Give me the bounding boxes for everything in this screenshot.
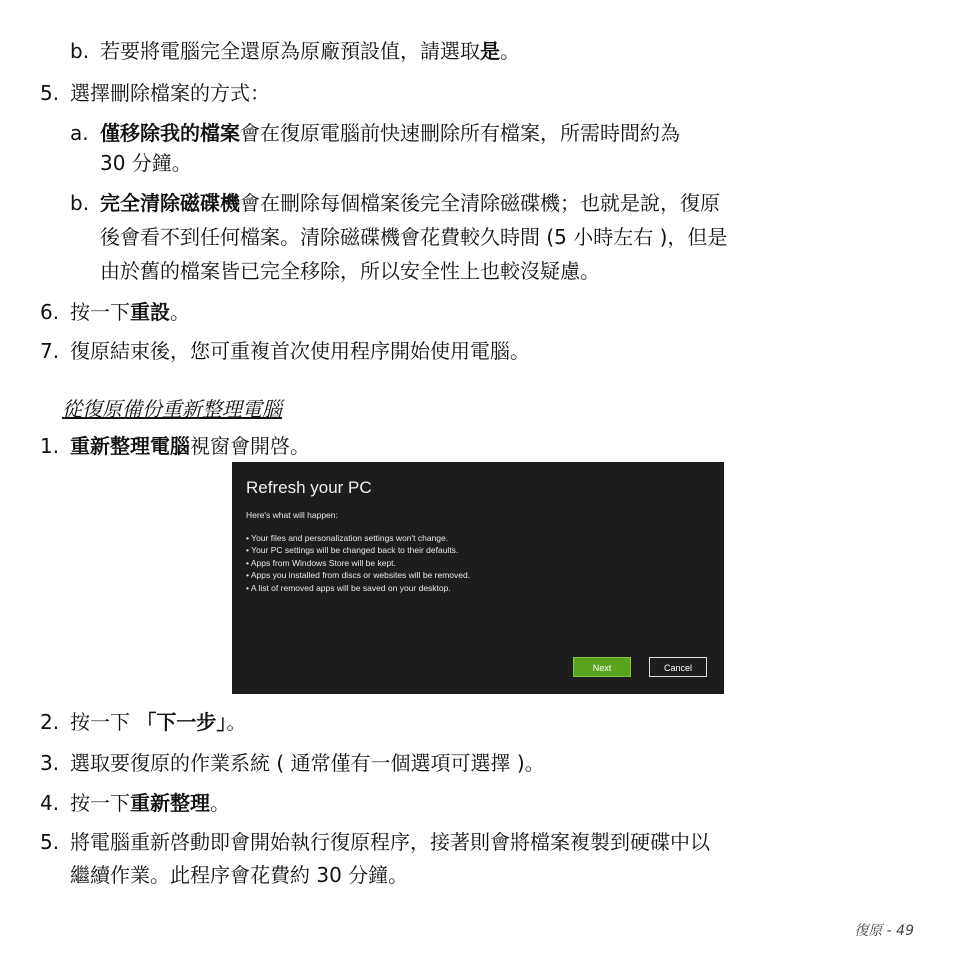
step-text: 選取要復原的作業系統 ( 通常僅有一個選項可選擇 )。 (70, 751, 545, 775)
step-tail: 。 (210, 791, 230, 815)
step-text: 會在復原電腦前快速刪除所有檔案，所需時間約為 (240, 121, 680, 145)
step-b2 (40, 709, 246, 735)
list-marker: 4. (40, 791, 60, 815)
list-marker: 6. (40, 300, 60, 324)
cancel-button[interactable]: Cancel (649, 657, 707, 677)
step-b5-cont (70, 862, 408, 888)
step-6 (40, 299, 190, 325)
step-text: 後會看不到任何檔案。清除磁碟機會花費較久時間 (5 小時左右 )，但是 (100, 225, 728, 249)
step-text: 選擇刪除檔案的方式： (70, 81, 270, 105)
step-b3 (40, 750, 545, 776)
step-bold: 重設 (130, 300, 170, 324)
step-text: 30 分鐘。 (100, 151, 192, 175)
list-item: • Your PC settings will be changed back to their defaults. (246, 545, 459, 556)
step-bold: 重新整理 (130, 791, 210, 815)
step-text: 按一下 (70, 791, 130, 815)
refresh-pc-screenshot (232, 462, 724, 694)
step-b4 (40, 790, 230, 816)
step-tail: 。 (500, 39, 520, 63)
step-bold: 「下一步」 (136, 710, 227, 734)
step-text: 視窗會開啓。 (190, 434, 310, 458)
step-b1 (40, 433, 310, 459)
list-marker: b. (70, 39, 90, 63)
list-item: • A list of removed apps will be saved on your desktop. (246, 582, 451, 593)
list-marker: 5. (40, 81, 60, 105)
step-b5 (40, 829, 710, 855)
step-7 (40, 338, 530, 364)
section-heading: 從復原備份重新整理電腦 (62, 397, 282, 421)
step-text: 會在刪除每個檔案後完全清除磁碟機；也就是說，復原 (240, 191, 720, 215)
step-tail: 。 (170, 300, 190, 324)
dialog-title: Refresh your PC (246, 478, 372, 497)
next-button[interactable]: Next (573, 657, 631, 677)
list-marker: 5. (40, 830, 60, 854)
list-marker: b. (70, 191, 90, 215)
step-5a (70, 120, 680, 146)
list-marker: a. (70, 121, 89, 145)
step-5 (40, 80, 270, 106)
list-marker: 1. (40, 434, 60, 458)
step-5b-cont2 (100, 258, 600, 284)
list-marker: 7. (40, 339, 60, 363)
list-item: • Apps you installed from discs or websites will be removed. (246, 570, 471, 581)
footer-section: 復原 (854, 923, 883, 939)
step-bold: 僅移除我的檔案 (100, 121, 240, 145)
step-tail: 。 (226, 710, 247, 734)
step-bold: 完全清除磁碟機 (100, 191, 240, 215)
step-text: 按一下 (70, 710, 130, 734)
dialog-intro: Here's what will happen: (246, 510, 338, 520)
step-text: 由於舊的檔案皆已完全移除，所以安全性上也較沒疑慮。 (100, 259, 600, 283)
footer-separator: - (886, 923, 892, 939)
step-5b (70, 190, 720, 216)
step-text: 復原結束後，您可重複首次使用程序開始使用電腦。 (70, 339, 530, 363)
step-text: 按一下 (70, 300, 130, 324)
page-footer (854, 920, 914, 940)
list-marker: 2. (40, 710, 60, 734)
step-bold: 是 (480, 39, 500, 63)
step-5a-cont (100, 150, 192, 176)
step-5b-cont (100, 224, 727, 250)
step-bold: 重新整理電腦 (70, 434, 190, 458)
dialog-list (246, 532, 470, 594)
list-item: • Your files and personalization settings won't change. (246, 533, 449, 543)
step-4b (70, 38, 520, 64)
page-number: 49 (896, 923, 914, 939)
list-item: • Apps from Windows Store will be kept. (246, 557, 396, 568)
step-text: 若要將電腦完全還原為原廠預設值，請選取 (100, 39, 480, 63)
step-text: 繼續作業。此程序會花費約 30 分鐘。 (70, 863, 409, 887)
step-text: 將電腦重新啓動即會開始執行復原程序，接著則會將檔案複製到硬碟中以 (70, 830, 710, 854)
list-marker: 3. (40, 751, 60, 775)
